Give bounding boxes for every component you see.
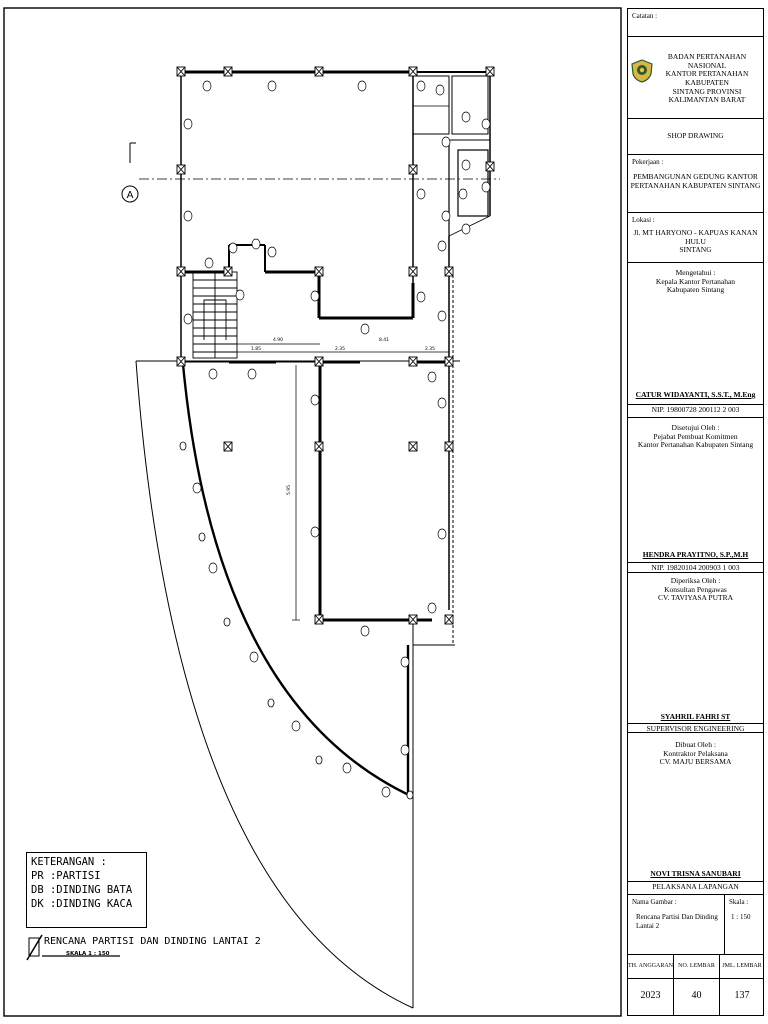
- staircase: [193, 272, 237, 358]
- agency-line: KANTOR PERTANAHAN KABUPATEN: [665, 69, 749, 87]
- wall-tag: [361, 626, 369, 636]
- wall-tag: [442, 211, 450, 221]
- wall-tag: [462, 160, 470, 170]
- wall-tag: [184, 211, 192, 221]
- legend-box: [26, 852, 147, 928]
- pekerjaan-line: PERTANAHAN KABUPATEN SINTANG: [630, 180, 761, 190]
- column-marker: [315, 442, 323, 451]
- wall-tag: [438, 241, 446, 251]
- signatory-role: PELAKSANA LAPANGAN: [628, 881, 763, 892]
- column-marker: [409, 165, 417, 174]
- wall-tag: [417, 292, 425, 302]
- wall-tag: [401, 745, 409, 755]
- wall-tag: [428, 603, 436, 613]
- wall-tag: [205, 258, 213, 268]
- column-marker: [315, 615, 323, 624]
- agency-cell: [628, 37, 763, 119]
- th-anggaran-label: TH. ANGGARAN: [628, 963, 673, 969]
- wall-tag: [438, 529, 446, 539]
- dibuat-line: CV. MAJU BERSAMA: [659, 757, 732, 767]
- dibuat-cell: [628, 733, 763, 895]
- column-marker: [177, 267, 185, 276]
- legend-item: PR :PARTISI: [31, 870, 101, 882]
- lokasi-line: Jl. MT HARYONO - KAPUAS KANAN HULU: [633, 228, 758, 246]
- wall-tag: [248, 369, 256, 379]
- signatory-name: NOVI TRISNA SANUBARI: [650, 869, 741, 878]
- disetujui-cell: [628, 418, 763, 573]
- mengetahui-line: Kepala Kantor Pertanahan: [655, 276, 736, 286]
- pekerjaan-cell: [628, 155, 763, 213]
- column-marker: [315, 67, 323, 76]
- column-marker: [315, 357, 323, 366]
- column-marker: [486, 67, 494, 76]
- drawing-title: RENCANA PARTISI DAN DINDING LANTAI 2: [44, 936, 261, 947]
- wall-tag: [459, 189, 467, 199]
- wall-tag: [209, 369, 217, 379]
- column-marker: [409, 357, 417, 366]
- wall-tag: [268, 81, 276, 91]
- signatory-name: SYAHRIL FAHRI ST: [660, 712, 731, 721]
- wall-tag: [236, 290, 244, 300]
- sheet-values-row: [628, 979, 763, 1015]
- dibuat-label: Dibuat Oleh :: [675, 740, 716, 749]
- diperiksa-line: CV. TAVIYASA PUTRA: [657, 593, 734, 603]
- disetujui-line: Kantor Pertanahan Kabupaten Sintang: [637, 440, 754, 450]
- wall-tag: [343, 763, 351, 773]
- column-marker: [177, 357, 185, 366]
- wall-tag: [358, 81, 366, 91]
- pekerjaan-line: PEMBANGUNAN GEDUNG KANTOR: [633, 172, 758, 181]
- doc-type: SHOP DRAWING: [667, 131, 724, 140]
- catatan-cell: [628, 9, 763, 37]
- wall-tag: [428, 372, 436, 382]
- column-marker: [445, 615, 453, 624]
- drawing-info-cell: [628, 895, 763, 955]
- column-marker: [224, 67, 232, 76]
- signatory-nip: NIP. 19800728 200112 2 003: [628, 404, 763, 415]
- wall-tag: [250, 652, 258, 662]
- signatory-nip: NIP. 19820104 200903 1 003: [628, 562, 763, 573]
- wall-tag: [417, 189, 425, 199]
- column-marker: [224, 267, 232, 276]
- no-lembar-label: NO. LEMBAR: [678, 963, 715, 969]
- dim-label-5: 2.35: [424, 347, 436, 352]
- column-marker: [177, 165, 185, 174]
- wall-tag: [482, 182, 490, 192]
- wall-tag: [252, 239, 260, 249]
- catatan-label: Catatan :: [632, 12, 658, 20]
- mengetahui-line: Kabupaten Sintang: [666, 285, 725, 295]
- wall-tag: [311, 527, 319, 537]
- wall-tag: [229, 243, 237, 253]
- title-block: [627, 8, 764, 1016]
- sheet-labels-row: [628, 955, 763, 979]
- column-marker: [177, 67, 185, 76]
- agency-logo-icon: [631, 59, 653, 83]
- lokasi-line: SINTANG: [679, 245, 712, 255]
- column-markers: [177, 67, 494, 624]
- wall-tag: [311, 291, 319, 301]
- no-lembar-value: 40: [691, 990, 702, 1001]
- lower-hall-walls: [136, 361, 460, 1008]
- column-marker: [409, 442, 417, 451]
- th-anggaran-value: 2023: [640, 990, 661, 1001]
- lokasi-cell: [628, 213, 763, 263]
- legend-item: DK :DINDING KACA: [31, 898, 133, 910]
- column-marker: [409, 67, 417, 76]
- wall-tag: [292, 721, 300, 731]
- wall-tag: [462, 224, 470, 234]
- column-marker: [445, 357, 453, 366]
- nama-gambar-line: Rencana Partisi Dan Dinding: [636, 913, 718, 921]
- agency-line: SINTANG PROVINSI KALIMANTAN BARAT: [668, 86, 746, 105]
- wall-tag: [436, 85, 444, 95]
- wall-tag: [401, 657, 409, 667]
- column-marker: [445, 442, 453, 451]
- doc-type-cell: [628, 119, 763, 155]
- dim-label-3: 2.35: [334, 347, 346, 352]
- wall-tag: [184, 119, 192, 129]
- wall-tag: [193, 483, 201, 493]
- jml-lembar-value: 137: [734, 990, 750, 1001]
- drawing-scale: SKALA 1 : 150: [66, 951, 110, 957]
- dim-label-4: 8.41: [378, 338, 390, 343]
- wall-tag: [442, 137, 450, 147]
- wall-tag: [438, 311, 446, 321]
- signatory-name: CATUR WIDAYANTI, S.S.T., M.Eng: [635, 390, 756, 399]
- column-marker: [315, 267, 323, 276]
- wall-tag: [482, 119, 490, 129]
- diperiksa-cell: [628, 573, 763, 733]
- diperiksa-label: Diperiksa Oleh :: [670, 576, 721, 585]
- mengetahui-label: Mengetahui :: [675, 268, 716, 277]
- column-marker: [224, 442, 232, 451]
- legend-item: DB :DINDING BATA: [31, 884, 133, 896]
- nama-gambar-line: Lantai 2: [636, 922, 660, 931]
- column-marker: [445, 267, 453, 276]
- skala-value: 1 : 150: [731, 913, 751, 921]
- signatory-name: HENDRA PRAYITNO, S.P.,M.H: [642, 550, 749, 559]
- dim-label-6: 5.95: [287, 484, 292, 496]
- wall-tag: [417, 81, 425, 91]
- column-marker: [409, 267, 417, 276]
- nama-gambar-label: Nama Gambar :: [632, 898, 677, 906]
- mengetahui-cell: [628, 263, 763, 418]
- lokasi-label: Lokasi :: [632, 216, 655, 224]
- dim-label-1: 4.90: [272, 338, 284, 343]
- agency-line: BADAN PERTANAHAN NASIONAL: [667, 52, 747, 70]
- legend-heading: KETERANGAN :: [31, 856, 107, 868]
- wall-tag: [311, 395, 319, 405]
- disetujui-line: Pejabat Pembuat Komitmen: [653, 431, 738, 441]
- upper-block-walls: [181, 72, 490, 645]
- wall-tag: [361, 324, 369, 334]
- dibuat-line: Kontraktor Pelaksana: [663, 748, 728, 758]
- pekerjaan-label: Pekerjaan :: [632, 158, 664, 166]
- column-marker: [486, 162, 494, 171]
- signatory-role: SUPERVISOR ENGINEERING: [628, 723, 763, 734]
- wall-tag: [184, 314, 192, 324]
- wall-tag: [209, 563, 217, 573]
- wall-tag: [382, 787, 390, 797]
- jml-lembar-label: JML. LEMBAR: [722, 963, 762, 969]
- wall-tag: [438, 398, 446, 408]
- skala-label: Skala :: [729, 898, 749, 906]
- disetujui-label: Disetujui Oleh :: [671, 423, 720, 432]
- wall-tag: [203, 81, 211, 91]
- dim-label-2: 1.85: [250, 347, 262, 352]
- partition-tags: [184, 81, 490, 797]
- axis-label: A: [126, 190, 134, 201]
- wall-tag: [462, 112, 470, 122]
- dimension-lines: [237, 344, 449, 620]
- wall-tag: [268, 247, 276, 257]
- diperiksa-line: Konsultan Pengawas: [664, 584, 727, 594]
- column-marker: [409, 615, 417, 624]
